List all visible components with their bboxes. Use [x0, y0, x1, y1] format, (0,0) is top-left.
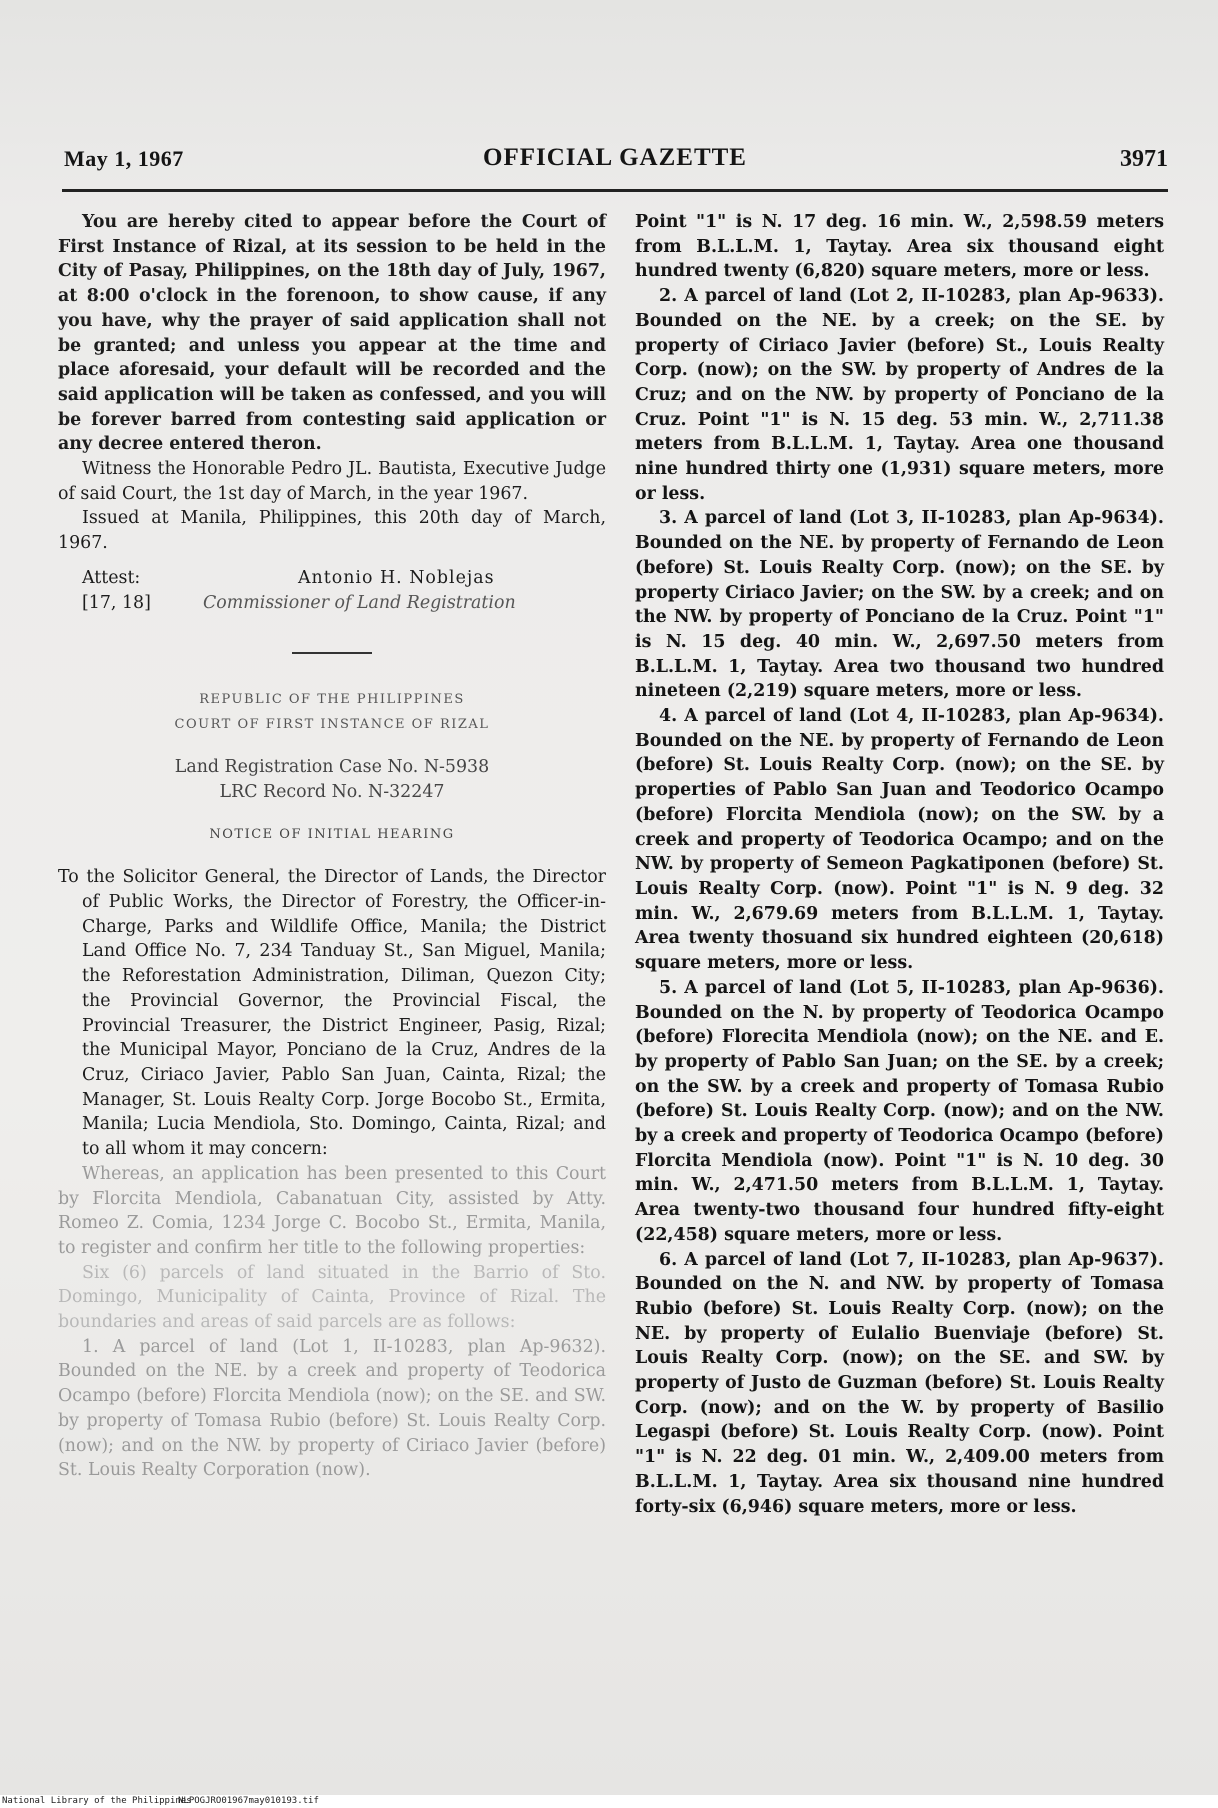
lot-6-paragraph: 6. A parcel of land (Lot 7, II-10283, plan Ap-9637). Bounded on the N. and NW. by property of Tomasa Rubio (before) St. Louis Realty Corp. (now); on the NE. by property of Eulalio Buenviaje (before) St. Louis Realty Corp. (now); on the SE. and SW. by property of Justo de Guzman (before) St. Louis Realty Corp. (now); and on the W. by property of Basilio Legaspi (before) St. Louis Realty Corp. (now). Point "1" is N. 22 deg. 01 min. W., 2,409.00 meters from B.L.L.M. 1, Taytay. Area six thousand nine hundred forty-six (6,946) square meters, more or less. — [635, 1249, 1164, 1517]
notice-heading: NOTICE OF INITIAL HEARING — [209, 826, 455, 842]
issue-date: May 1, 1967 — [64, 146, 184, 171]
attest-label: Attest: — [82, 567, 141, 588]
whereas-paragraph: Whereas, an application has been presented to this Court by Florcita Mendiola, Cabanatuan City, assisted by Atty. Romeo Z. Comia, 1234 Jorge C. Bocobo St., Ermita, Manila, to register and confirm her title to the following properties: — [58, 1163, 606, 1258]
lot-2-paragraph: 2. A parcel of land (Lot 2, II-10283, plan Ap-9633). Bounded on the NE. by a creek; on the SE. by property of Ciriaco Javier (before) St., Louis Realty Corp. (now); on the SW. by property of Andres de la Cruz; and on the NW. by property of Ponciano de la Cruz. Point "1" is N. 15 deg. 53 min. W., 2,711.38 meters from B.L.L.M. 1, Taytay. Area one thousand nine hundred thirty one (1,931) square meters, more or less. — [635, 286, 1164, 504]
lot-1-continued: Point "1" is N. 17 deg. 16 min. W., 2,598.59 meters from B.L.L.M. 1, Taytay. Area six thousand eight hundred twenty (6,820) square meters, more or less. — [635, 212, 1164, 282]
witness-paragraph: Witness the Honorable Pedro JL. Bautista, Executive Judge of said Court, the 1st day of March, in the year 1967. — [58, 459, 606, 504]
addressees-paragraph: To the Solicitor General, the Director of Lands, the Director of Public Works, the Director of Forestry, the Officer-in-Charge, Parks and Wildlife Office, Manila; the District Land Office No. 7, 234 Tanduay St., San Miguel, Manila; the Reforestation Administration, Diliman, Quezon City; the Provincial Governor, the Provincial Fiscal, the Provincial Treasurer, the District Engineer, Pasig, Rizal; the Municipal Mayor, Ponciano de la Cruz, Andres de la Cruz, Ciriaco Javier, Pablo San Juan, Cainta, Rizal; the Manager, St. Louis Realty Corp. Jorge Bocobo St., Ermita, Manila; Lucia Mendiola, Sto. Domingo, Cainta, Rizal; and to all whom it may concern: — [58, 867, 606, 1160]
page-number: 3971 — [1120, 146, 1168, 172]
attest-title: Commissioner of Land Registration — [203, 592, 516, 613]
lot-4-paragraph: 4. A parcel of land (Lot 4, II-10283, plan Ap-9634). Bounded on the NE. by property of Fernando de Leon (before) St. Louis Realty Corp. (now); on the SE. by properties of Pablo San Juan and Teodorico Ocampo (before) Florcita Mendiola (now); on the SW. by a creek and property of Teodorica Ocampo; and on the NW. by property of Semeon Pagkatiponen (before) St. Louis Realty Corp. (now). Point "1" is N. 9 deg. 32 min. W., 2,679.69 meters from B.L.L.M. 1, Taytay. Area twenty thosuand six hundred eighteen (20,618) square meters, more or less. — [635, 706, 1164, 974]
left-column — [58, 210, 606, 1483]
attestation-block — [58, 566, 606, 616]
issued-paragraph: Issued at Manila, Philippines, this 20th day of March, 1967. — [58, 508, 606, 554]
footer-library: National Library of the Philippines — [2, 1796, 192, 1806]
lrc-record: LRC Record No. N-32247 — [219, 781, 445, 802]
attest-reference: [17, 18] — [82, 592, 151, 613]
republic-heading: REPUBLIC OF THE PHILIPPINES — [199, 691, 465, 707]
section-separator — [292, 652, 372, 654]
publication-title: OFFICIAL GAZETTE — [483, 144, 747, 171]
lot-3-paragraph: 3. A parcel of land (Lot 3, II-10283, plan Ap-9634). Bounded on the NE. by property of Fernando de Leon (before) St. Louis Realty Corp. (now); on the SE. by property Ciriaco Javier; on the SW. by a creek; and on the NW. by property of Ponciano de la Cruz. Point "1" is N. 15 deg. 40 min. W., 2,697.50 meters from B.L.L.M. 1, Taytay. Area two thousand two hundred nineteen (2,219) square meters, more or less. — [635, 508, 1164, 702]
citation-paragraph: You are hereby cited to appear before the Court of First Instance of Rizal, at its session to be held in the City of Pasay, Philippines, on the 18th day of July, 1967, at 8:00 o'clock in the forenoon, to show cause, if any you have, why the prayer of said application shall not be granted; and unless you appear at the time and place aforesaid, your default will be recorded and the said application will be taken as confessed, and you will be forever barred from contesting said application or any decree entered theron. — [58, 212, 606, 455]
court-heading: COURT OF FIRST INSTANCE OF RIZAL — [174, 716, 490, 732]
scan-footer — [0, 1795, 1218, 1808]
case-number: Land Registration Case No. N-5938 — [174, 757, 490, 778]
right-column — [635, 210, 1164, 1519]
lot-5-paragraph: 5. A parcel of land (Lot 5, II-10283, plan Ap-9636). Bounded on the N. by property of Teodorica Ocampo (before) Florecita Mendiola (now); on the NE. and E. by property of Pablo San Juan; on the SE. by a creek; on the SW. by a creek and property of Tomasa Rubio (before) St. Louis Realty Corp. (now); and on the NW. by a creek and property of Teodorica Ocampo (before) Florcita Mendiola (now). Point "1" is N. 10 deg. 30 min. W., 2,471.50 meters from B.L.L.M. 1, Taytay. Area twenty-two thousand four hundred fifty-eight (22,458) square meters, more or less. — [635, 977, 1164, 1245]
attest-name: Antonio H. Noblejas — [298, 567, 495, 588]
footer-filename: NLPOGJRO01967may010193.tif — [178, 1796, 319, 1806]
parcels-intro-paragraph: Six (6) parcels of land situated in the Barrio of Sto. Domingo, Municipality of Cainta, Province of Rizal. The boundaries and areas of said parcels are as follows: — [58, 1262, 606, 1333]
lot-1-paragraph: 1. A parcel of land (Lot 1, II-10283, plan Ap-9632). Bounded on the NE. by a creek and property of Teodorica Ocampo (before) Florcita Mendiola (now); on the SE. and SW. by property of Tomasa Rubio (before) St. Louis Realty Corp. (now); and on the NW. by property of Ciriaco Javier (before) St. Louis Realty Corporation (now). — [58, 1336, 606, 1481]
page-header — [62, 142, 1168, 186]
header-rule — [62, 189, 1168, 192]
